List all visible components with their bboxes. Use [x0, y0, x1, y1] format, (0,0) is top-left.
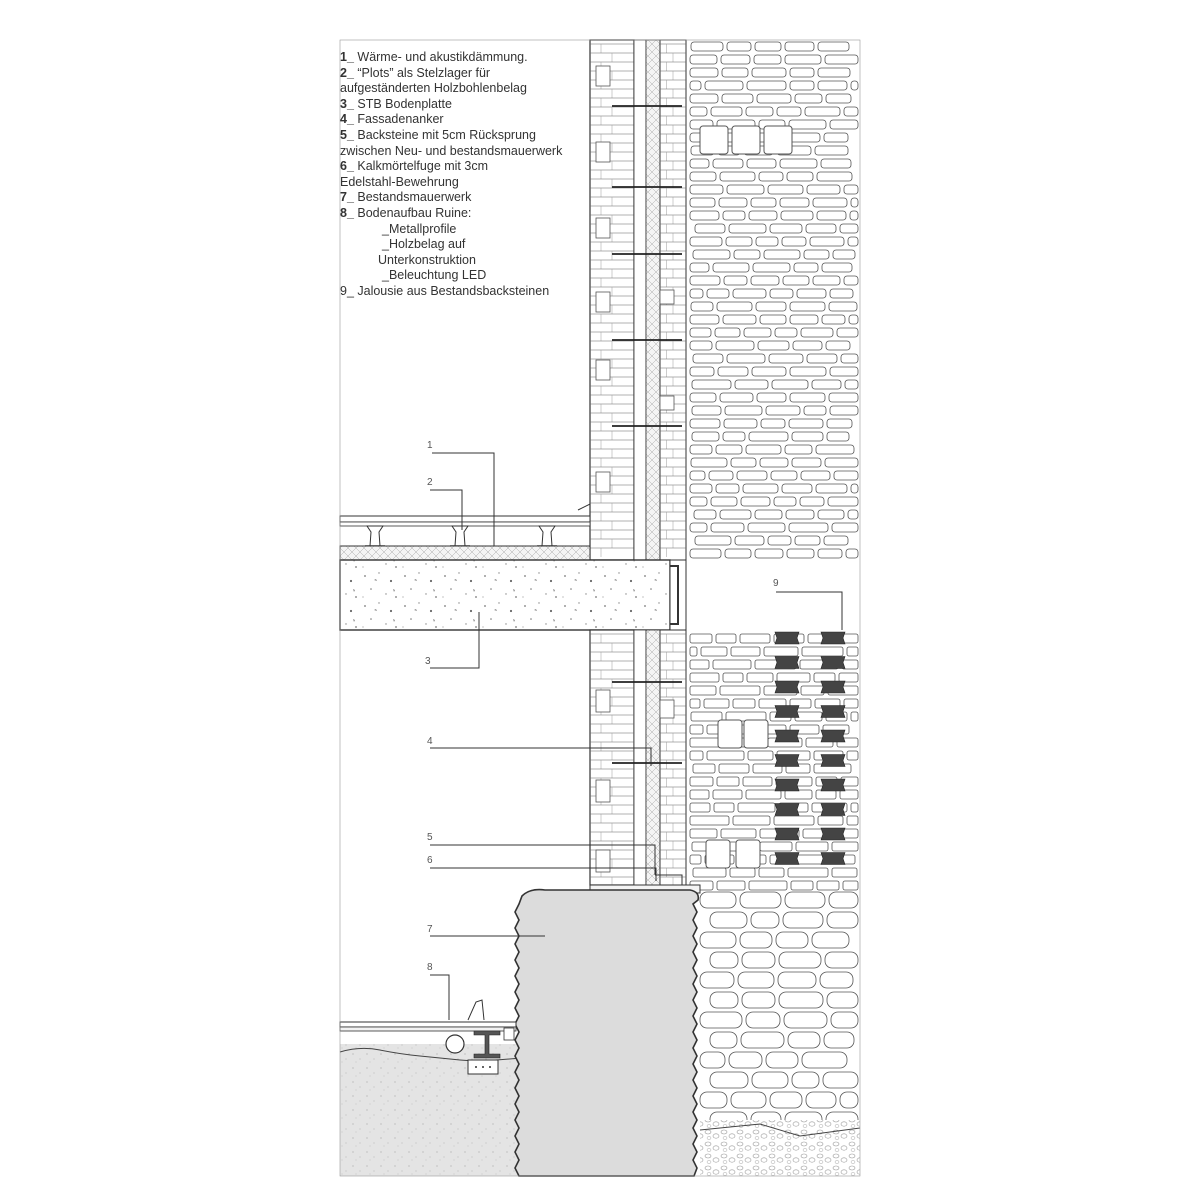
legend-number: 3_	[340, 96, 354, 111]
legend-text: Bodenaufbau Ruine:	[357, 205, 472, 220]
legend-text: “Plots” als Stelzlager für	[357, 65, 491, 80]
legend-item-9: 9_ Jalousie aus Bestandsbacksteinen	[340, 283, 550, 298]
callout-1: 1	[427, 440, 433, 451]
legend-number: 1_	[340, 50, 354, 64]
legend-item	[340, 81, 600, 97]
existing-masonry-column	[515, 890, 698, 1176]
legend-item	[340, 112, 600, 128]
callout-5: 5	[427, 832, 433, 843]
legend-number: 4_	[340, 112, 354, 127]
legend-item	[340, 128, 600, 144]
legend-item	[340, 97, 600, 113]
legend-number: 5_	[340, 127, 354, 142]
legend-item	[340, 190, 600, 206]
legend-subitem: _Metallprofile	[382, 221, 457, 236]
existing-brick-masonry-upper	[690, 42, 858, 558]
legend-number: 2_	[340, 65, 354, 80]
callout-8: 8	[427, 962, 433, 973]
legend-text: Wärme- und akustikdämmung.	[357, 50, 528, 64]
callout-3: 3	[425, 656, 431, 667]
led-light	[446, 1035, 464, 1053]
legend-subitem: Unterkonstruktion	[378, 252, 476, 267]
callout-7: 7	[427, 924, 433, 935]
callout-2: 2	[427, 477, 433, 488]
callout-9: 9	[773, 578, 779, 589]
legend-text: Edelstahl-Bewehrung	[340, 174, 459, 189]
legend-text: Backsteine mit 5cm Rücksprung	[357, 127, 536, 142]
legend-text: STB Bodenplatte	[357, 96, 452, 111]
legend-number: 6_	[340, 159, 354, 174]
raised-wood-floor	[340, 504, 590, 560]
legend-text: aufgeständerten Holzbohlenbelag	[340, 81, 527, 96]
legend-text: Kalkmörtelfuge mit 3cm	[357, 159, 488, 174]
callout-6: 6	[427, 855, 433, 866]
leader-9	[776, 592, 842, 630]
callout-4: 4	[427, 736, 433, 747]
legend-number: 7_	[340, 190, 354, 205]
gravel-fill	[700, 1120, 860, 1176]
leader-8	[430, 975, 449, 1020]
legend-item	[340, 66, 600, 82]
legend-item	[340, 159, 600, 175]
concrete-floor-slab	[340, 560, 686, 630]
legend-item	[340, 206, 600, 222]
legend-item	[340, 175, 600, 191]
legend-text: zwischen Neu- und bestandsmauerwerk	[340, 143, 563, 158]
legend-number: 8_	[340, 205, 354, 220]
existing-stone-masonry	[700, 892, 858, 1128]
legend-subitem: _Beleuchtung LED	[382, 268, 487, 283]
legend	[340, 50, 600, 300]
legend-subitem: _Holzbelag auf	[382, 237, 466, 252]
legend-item	[340, 144, 600, 160]
legend-item	[340, 50, 600, 66]
legend-text: Fassadenanker	[357, 112, 444, 127]
legend-text: Bestandsmauerwerk	[357, 190, 472, 205]
